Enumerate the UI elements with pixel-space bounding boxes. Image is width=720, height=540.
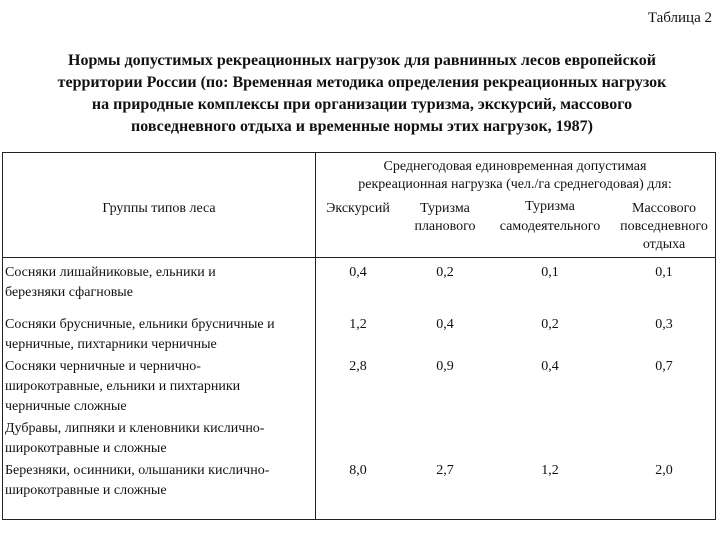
- group-header: Группы типов леса: [102, 201, 216, 216]
- table-cell: 1,2: [349, 317, 367, 332]
- title-line: на природные комплексы при организации туризма, экскурсий, массового: [91, 96, 633, 113]
- col-header-excursions: Экскурсий: [326, 201, 390, 216]
- forest-group-name: Сосняки брусничные, ельники брусничные и: [5, 317, 275, 332]
- table-cell: 0,4: [349, 265, 367, 280]
- table-cell: 0,4: [436, 317, 454, 332]
- forest-group-name: березняки сфагновые: [5, 285, 133, 300]
- load-super-header-line: рекреационная нагрузка (чел./га среднегодовая) для:: [358, 177, 672, 192]
- load-super-header-line: Среднегодовая единовременная допустимая: [383, 159, 647, 174]
- col-header-mass-recreation: отдыха: [642, 237, 686, 252]
- table-cell: 1,2: [541, 463, 559, 478]
- forest-group-name: черничные, пихтарники черничные: [5, 337, 217, 352]
- title-line: территории России (по: Временная методика определения рекреационных нагрузок: [57, 74, 667, 91]
- table-cell: 0,3: [655, 317, 673, 332]
- col-header-amateur-tourism: самодеятельного: [499, 219, 601, 234]
- col-header-planned-tourism: Туризма: [420, 201, 470, 216]
- table-cell: 2,7: [436, 463, 454, 478]
- table-cell: 2,8: [349, 359, 367, 374]
- norms-table: [2, 152, 716, 520]
- table-cell: 0,1: [655, 265, 673, 280]
- forest-group-name: Сосняки лишайниковые, ельники и: [5, 265, 216, 280]
- forest-group-name: Дубравы, липняки и кленовники кислично-: [5, 421, 265, 436]
- forest-group-name: широкотравные, ельники и пихтарники: [5, 379, 241, 394]
- table-cell: 2,0: [655, 463, 673, 478]
- table-cell: 0,9: [436, 359, 454, 374]
- table-title: [10, 50, 714, 138]
- forest-group-name: широкотравные и сложные: [5, 483, 167, 498]
- forest-group-name: широкотравные и сложные: [5, 441, 167, 456]
- forest-group-name: Сосняки черничные и чернично-: [5, 359, 201, 374]
- forest-group-name: черничные сложные: [5, 399, 127, 414]
- table-number: Таблица 2: [647, 10, 712, 26]
- table-cell: 0,7: [655, 359, 673, 374]
- header-divider: [3, 257, 715, 258]
- col-header-mass-recreation: Массового: [632, 201, 696, 216]
- table-cell: 0,4: [541, 359, 559, 374]
- col-header-mass-recreation: повседневного: [620, 219, 708, 234]
- table-cell: 0,2: [541, 317, 559, 332]
- forest-group-name: Березняки, осинники, ольшаники кислично-: [5, 463, 270, 478]
- col-header-planned-tourism: планового: [414, 219, 476, 234]
- table-cell: 8,0: [349, 463, 367, 478]
- table-cell: 0,1: [541, 265, 559, 280]
- title-line: Нормы допустимых рекреационных нагрузок для равнинных лесов европейской: [68, 52, 656, 69]
- table-cell: 0,2: [436, 265, 454, 280]
- col-header-amateur-tourism: Туризма: [525, 199, 575, 214]
- title-line: повседневного отдыха и временные нормы этих нагрузок, 1987): [131, 118, 593, 135]
